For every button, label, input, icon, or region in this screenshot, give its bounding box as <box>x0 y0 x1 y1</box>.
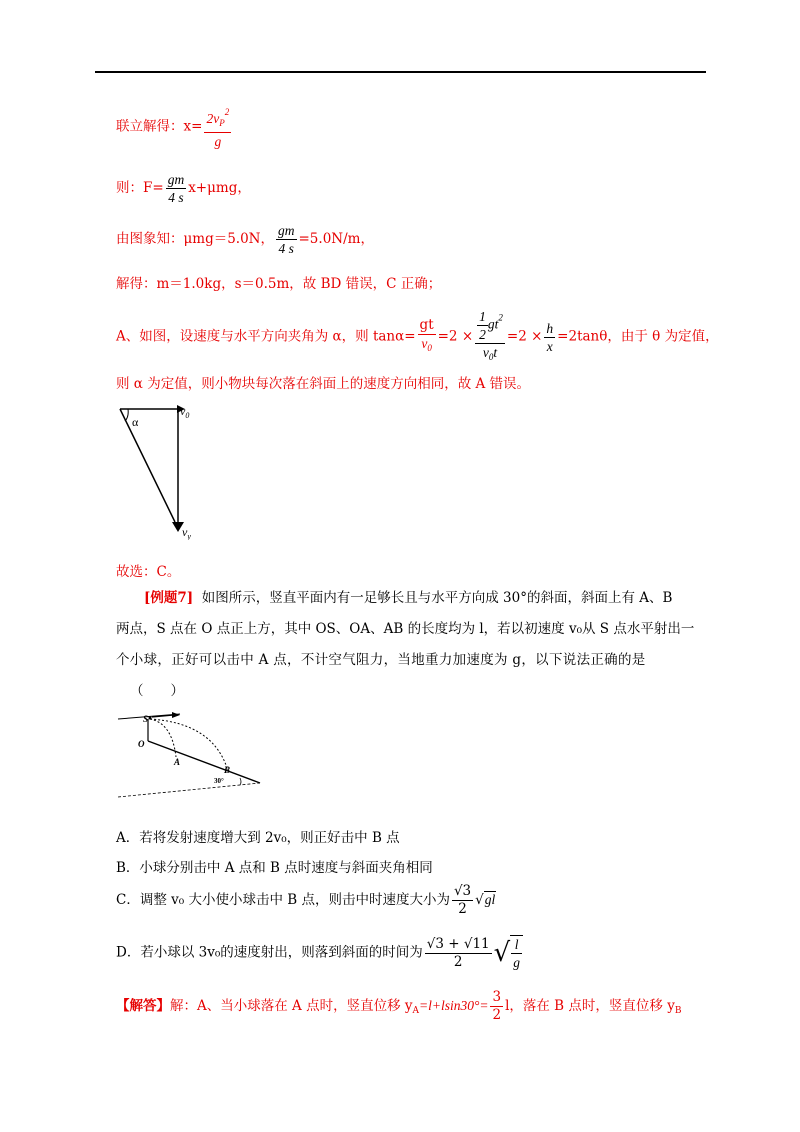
tan-label: A、如图，设速度与水平方向夹角为 α，则 tanα= <box>116 328 416 345</box>
answer-line <box>116 989 681 1024</box>
fraction-half-gt2-over-v0t: $\frac{1}{2}$ $gt^2$ $v_0t$ <box>475 308 505 366</box>
label-o: O <box>138 739 145 749</box>
eq-2x-b: =2 × <box>506 328 543 345</box>
v0-label: $v_0$ <box>180 404 190 420</box>
fraction-sqrt3-over-2: $\frac{√3}{2}$ <box>453 883 472 917</box>
solve-label: 联立解得： <box>116 118 184 135</box>
label-s: S <box>143 714 149 724</box>
example-line-4: （ ） <box>130 683 184 699</box>
line-alpha-constant: 则 α 为定值，则小物块每次落在斜面上的速度方向相同，故 A 错误。 <box>116 376 531 392</box>
option-c <box>116 883 496 918</box>
example-7-paragraph <box>116 583 706 707</box>
fraction-gt-over-v0: $\frac{gt}{v_0}$ <box>419 317 434 353</box>
fraction-l-over-g: $\frac{l}{g}$ <box>510 935 523 971</box>
example-tag: [例题7] <box>144 590 194 606</box>
option-b: B．小球分别击中 A 点和 B 点时速度与斜面夹角相同 <box>116 860 433 876</box>
label-b: B <box>224 765 231 775</box>
line-result: 解得：m＝1.0kg，s＝0.5m，故 BD 错误，C 正确； <box>116 276 442 292</box>
line-choice: 故选：C。 <box>116 564 181 580</box>
launch-arrowhead <box>172 712 180 718</box>
example-line-2: 两点，S 点在 O 点正上方，其中 OS、OA、AB 的长度均为 l，若以初速度 v₀从 S 点水平射出一 <box>116 621 695 637</box>
answer-tag: 【解答】 <box>116 998 170 1014</box>
example-line-3: 个小球，正好可以击中 A 点，不计空气阻力，当地重力加速度为 g，以下说法正确的是 <box>116 652 646 668</box>
sqrt-gl: √gl <box>475 892 496 908</box>
force-suffix: x+μmg， <box>188 180 251 196</box>
velocity-triangle-figure <box>112 400 222 540</box>
angle-arc <box>240 778 241 785</box>
line-force-expression <box>116 171 251 206</box>
resultant-vector <box>120 409 175 522</box>
vy-label: $v_y$ <box>182 525 191 540</box>
line-graph-values <box>116 222 374 257</box>
force-label: 则：F= <box>116 180 164 196</box>
fraction-gm-over-4s: $\frac{gm}{4 s}$ <box>167 172 185 205</box>
point-s <box>149 717 152 720</box>
sqrt-symbol: √ <box>493 938 511 968</box>
eq-2x: =2 × <box>437 328 474 345</box>
fraction-2vp2-over-g: $\frac{2v_P^2}{g}$ <box>204 104 231 150</box>
alpha-label: α <box>132 415 139 429</box>
label-a: A <box>174 757 181 767</box>
tan-suffix: =2tanθ，由于 θ 为定值， <box>557 328 719 345</box>
option-c-text: C．调整 v₀ 大小使小球击中 B 点，则击中时速度大小为 <box>116 892 450 908</box>
example-p1: 如图所示，竖直平面内有一足够长且与水平方向成 30°的斜面，斜面上有 A、B <box>201 590 673 606</box>
trajectory-to-B <box>150 719 228 771</box>
trajectory-to-A <box>150 719 176 757</box>
graph-label: 由图象知：μmg＝5.0N， <box>116 231 274 247</box>
fraction-3-over-2: $\frac{3}{2}$ <box>492 989 502 1023</box>
option-a: A．若将发射速度增大到 2v₀，则正好击中 B 点 <box>116 830 400 846</box>
line-tan-alpha <box>116 308 719 366</box>
graph-suffix: =5.0N/m， <box>298 231 374 247</box>
fraction-h-over-x: $\frac{h}{x}$ <box>546 320 554 354</box>
horizontal-dashed-line <box>118 783 260 797</box>
var-x: x <box>183 118 192 135</box>
example-line-1 <box>116 583 706 614</box>
fraction-sqrt3-plus-sqrt11-over-2: $\frac{√3 + √11}{2}$ <box>426 935 490 970</box>
line-solve-x <box>116 104 233 150</box>
fraction-gm-over-4s-2: $\frac{gm}{4 s}$ <box>278 223 295 256</box>
header-rule <box>95 71 706 73</box>
label-angle: 30° <box>214 777 224 785</box>
option-d-text: D．若小球以 3v₀的速度射出，则落到斜面的时间为 <box>116 944 423 961</box>
incline-line <box>148 741 260 783</box>
answer-text: 解：A、当小球落在 A 点时，竖直位移 $y_A=l+lsin30^\circ=$ $\frac{3}{2}$ l，落在 B 点时，竖直位移 $y_B$ <box>170 989 682 1023</box>
option-d <box>116 935 525 971</box>
equals: = <box>191 118 203 135</box>
incline-figure <box>110 705 280 805</box>
